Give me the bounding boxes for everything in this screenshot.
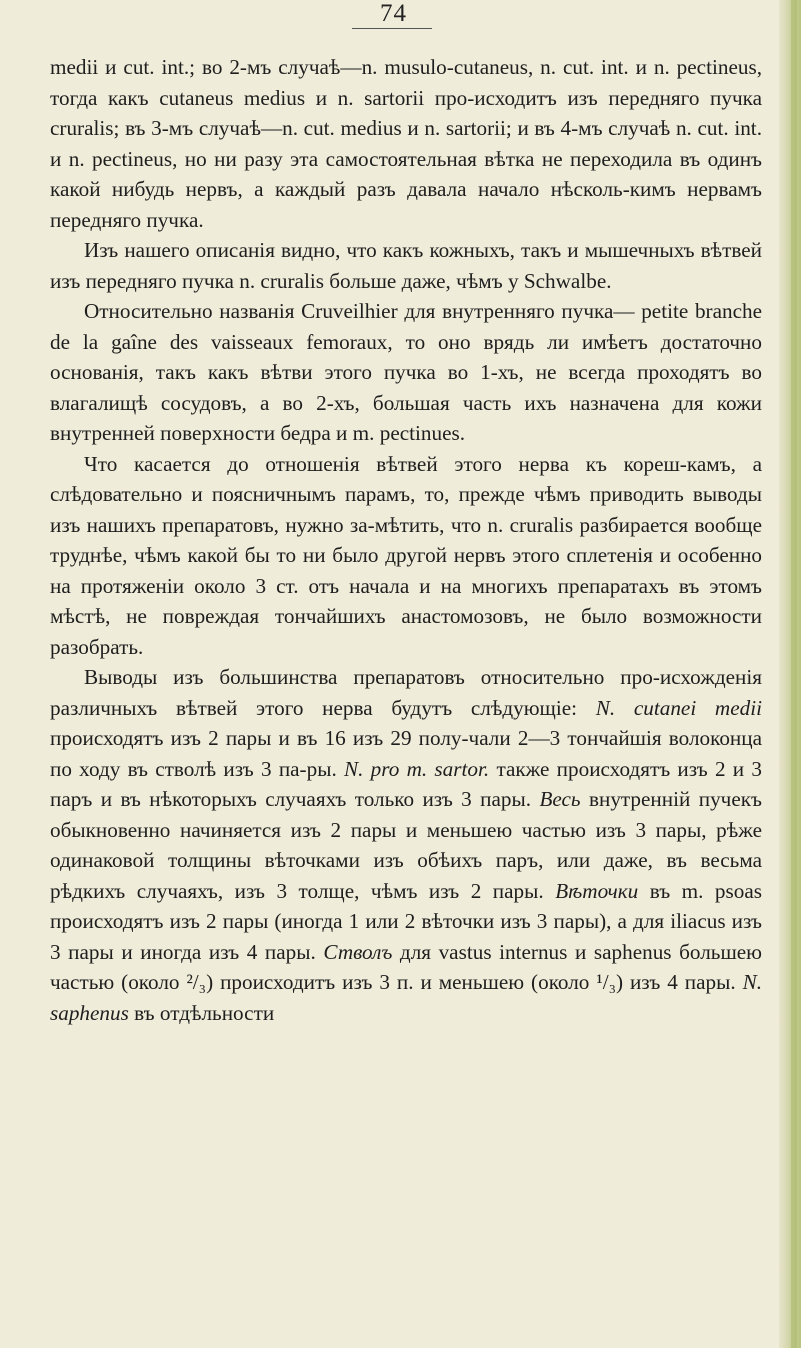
paragraph (50, 662, 762, 1028)
italic-text-run: Вѣточки (555, 878, 639, 903)
page-edge (779, 0, 801, 1348)
body-text (50, 52, 762, 1028)
text-run: Изъ нашего описанія видно, что какъ кожныхъ, такъ и мышечныхъ вѣтвей изъ передняго пучка n. cruralis больше даже, чѣмъ у Schwalbe. (50, 238, 762, 293)
text-run: medii и cut. int.; во 2-мъ случаѣ—n. musulo-cutaneus, n. cut. int. и n. pectineus, тогда какъ cutaneus medius и n. sartorii про-исходитъ изъ передняго пучка cruralis; въ 3-мъ случаѣ—n. cut. medius и n. sartorii; и въ 4-мъ случаѣ n. cut. int. и n. pectineus, но ни разу эта самостоятельная вѣтка не переходила въ одинъ какой нибудь нервъ, а каждый разъ давала начало нѣсколь-кимъ нервамъ передняго пучка. (50, 55, 762, 232)
page-number: 74 (380, 0, 407, 27)
text-run: происходятъ изъ 2 пары и въ 16 изъ 29 полу-чали 2—3 тончайшія волоконца по ходу въ стволѣ изъ 3 па-ры. (50, 726, 762, 781)
text-run: также происходятъ изъ 2 и 3 паръ и въ нѣкоторыхъ случаяхъ только изъ 3 пары. (50, 756, 762, 811)
paragraph (50, 235, 762, 296)
text-run: въ отдѣльности (128, 1000, 275, 1025)
paragraph (50, 296, 762, 449)
italic-text-run: N. cutanei medii (595, 695, 762, 720)
italic-text-run: N. saphenus (50, 970, 762, 1025)
text-run: Относительно названія Cruveilhier для внутренняго пучка— petite branche de la gaîne des vaisseaux femoraux, то оно врядь ли имѣетъ достаточно основанія, такъ какъ вѣтви этого пучка во 1-хъ, не всегда проходятъ во влагалищѣ сосудовъ, а во 2-хъ, большая часть ихъ назначена для кожи внутренней поверхности бедра и m. pectinues. (50, 299, 762, 445)
text-run: Что касается до отношенія вѣтвей этого нерва къ кореш-камъ, а слѣдовательно и поясничнымъ парамъ, то, прежде чѣмъ приводить выводы изъ нашихъ препаратовъ, нужно за-мѣтить, что n. cruralis разбирается вообще труднѣе, чѣмъ какой бы то ни было другой нервъ этого сплетенія и особенно на протяженіи около 3 ст. отъ начала и на многихъ препаратахъ въ этомъ мѣстѣ, не повреждая тончайшихъ анастомозовъ, не было возможности разобрать. (50, 451, 762, 659)
italic-text-run: Весь (539, 787, 581, 811)
paragraph (50, 449, 762, 663)
text-run: Выводы изъ большинства препаратовъ относительно про-исхожденія различныхъ вѣтвей этого нерва будутъ слѣдующіе: (50, 665, 762, 720)
page-number-rule (352, 28, 432, 29)
text-run: внутренній пучекъ обыкновенно начиняется изъ 2 пары и меньшею частью изъ 3 пары, рѣже одинаковой толщины вѣточками изъ обѣихъ паръ, или даже, въ весьма рѣдкихъ случаяхъ, изъ 3 толще, чѣмъ изъ 2 пары. (50, 787, 762, 903)
text-run: въ m. psoas происходятъ изъ 2 пары (иногда 1 или 2 вѣточки изъ 3 пары), а для iliacus изъ 3 пары и иногда изъ 4 пары. (50, 878, 763, 964)
text-run: для vastus internus и saphenus большею частью (около ²/₃) происходитъ изъ 3 п. и меньшею (около ¹/₃) изъ 4 пары. (50, 939, 763, 994)
page-edge-shadow (791, 0, 797, 1348)
italic-text-run: N. pro m. sartor. (344, 756, 490, 781)
italic-text-run: Стволъ (323, 939, 393, 964)
paragraph (50, 52, 762, 235)
